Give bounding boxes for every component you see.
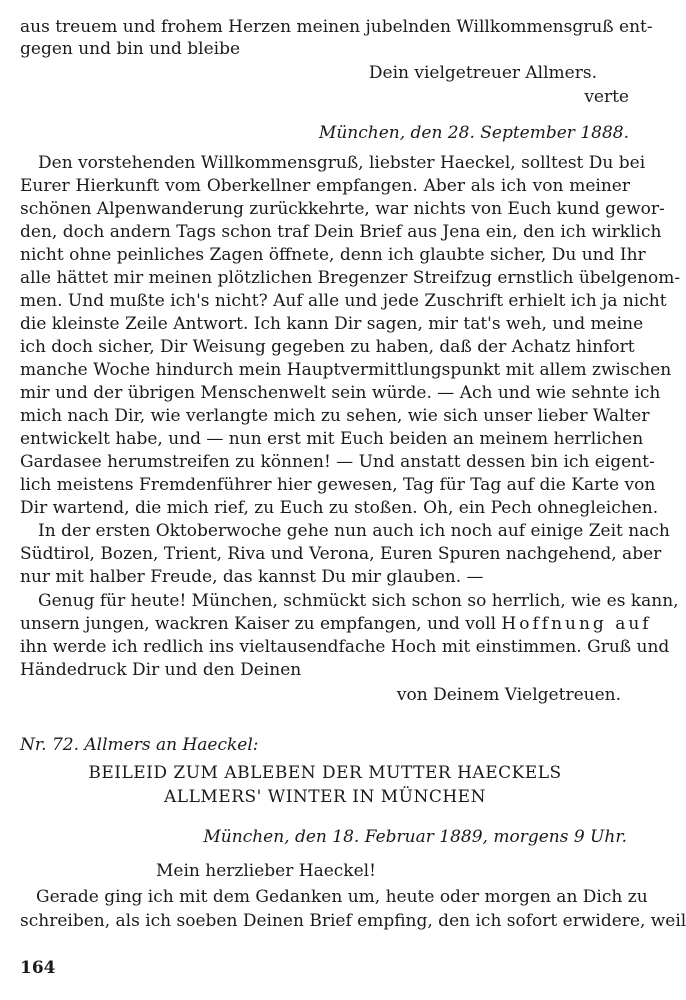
dateline: München, den 28. September 1888. bbox=[318, 123, 629, 143]
text-line: nur mit halber Freude, das kannst Du mir glauben. — bbox=[20, 567, 484, 587]
text-line: Südtirol, Bozen, Trient, Riva und Verona, Euren Spuren nachgehend, aber bbox=[20, 544, 662, 564]
text-segment: unsern jungen, wackren Kaiser zu empfangen, und voll bbox=[20, 614, 497, 634]
text-line: Dir wartend, die mich rief, zu Euch zu stoßen. Oh, ein Pech ohnegleichen. bbox=[20, 498, 659, 518]
text-line: gegen und bin und bleibe bbox=[20, 39, 241, 59]
text-line: schreiben, als ich soeben Deinen Brief empfing, den ich sofort erwidere, weil bbox=[20, 911, 686, 931]
closing: von Deinem Vielgetreuen. bbox=[396, 685, 621, 705]
text-line: Gerade ging ich mit dem Gedanken um, heute oder morgen an Dich zu bbox=[36, 887, 648, 907]
text-line: ihn werde ich redlich ins vieltausendfache Hoch mit einstimmen. Gruß und bbox=[20, 637, 670, 657]
text-line bbox=[20, 613, 652, 635]
text-line: nicht ohne peinliches Zagen öffnete, denn ich glaubte sicher, Du und Ihr bbox=[20, 245, 646, 265]
heading-line-2: ALLMERS' WINTER IN MÜNCHEN bbox=[164, 787, 486, 807]
dateline: München, den 18. Februar 1889, morgens 9 Uhr. bbox=[203, 827, 627, 847]
page-number: 164 bbox=[20, 958, 56, 978]
text-line: men. Und mußte ich's nicht? Auf alle und jede Zuschrift erhielt ich ja nicht bbox=[20, 291, 667, 311]
text-line: alle hättet mir meinen plötzlichen Bregenzer Streifzug ernstlich übelgenom- bbox=[20, 268, 681, 288]
spaced-word: Hoffnung auf bbox=[501, 614, 652, 634]
text-line: Gardasee herumstreifen zu können! — Und anstatt dessen bin ich eigent- bbox=[20, 452, 655, 472]
text-line: schönen Alpenwanderung zurückkehrte, war nichts von Euch kund gewor- bbox=[20, 199, 665, 219]
text-line: mir und der übrigen Menschenwelt sein würde. — Ach und wie sehnte ich bbox=[20, 383, 661, 403]
text-line: entwickelt habe, und — nun erst mit Euch beiden an meinem herrlichen bbox=[20, 429, 644, 449]
text-line: ich doch sicher, Dir Weisung gegeben zu haben, daß der Achatz hinfort bbox=[20, 337, 635, 357]
verte-note: verte bbox=[584, 87, 629, 107]
signature: Dein vielgetreuer Allmers. bbox=[368, 63, 597, 83]
text-line: den, doch andern Tags schon traf Dein Brief aus Jena ein, den ich wirklich bbox=[20, 222, 662, 242]
entry-number: Nr. 72. Allmers an Haeckel: bbox=[20, 735, 259, 755]
text-line: Händedruck Dir und den Deinen bbox=[20, 660, 302, 680]
text-line: mich nach Dir, wie verlangte mich zu sehen, wie sich unser lieber Walter bbox=[20, 406, 650, 426]
text-line: aus treuem und frohem Herzen meinen jubelnden Willkommensgruß ent- bbox=[20, 17, 653, 37]
text-line: manche Woche hindurch mein Hauptvermittlungspunkt mit allem zwischen bbox=[20, 360, 672, 380]
heading-line-1: BEILEID ZUM ABLEBEN DER MUTTER HAECKELS bbox=[88, 763, 562, 783]
text-line: lich meistens Fremdenführer hier gewesen, Tag für Tag auf die Karte von bbox=[20, 475, 656, 495]
text-line: Genug für heute! München, schmückt sich schon so herrlich, wie es kann, bbox=[38, 591, 679, 611]
salutation: Mein herzlieber Haeckel! bbox=[156, 861, 376, 881]
text-line: Den vorstehenden Willkommensgruß, liebster Haeckel, solltest Du bei bbox=[38, 153, 646, 173]
text-line: Eurer Hierkunft vom Oberkellner empfangen. Aber als ich von meiner bbox=[20, 176, 630, 196]
text-line: die kleinste Zeile Antwort. Ich kann Dir sagen, mir tat's weh, und meine bbox=[20, 314, 644, 334]
text-line: In der ersten Oktoberwoche gehe nun auch ich noch auf einige Zeit nach bbox=[38, 521, 670, 541]
